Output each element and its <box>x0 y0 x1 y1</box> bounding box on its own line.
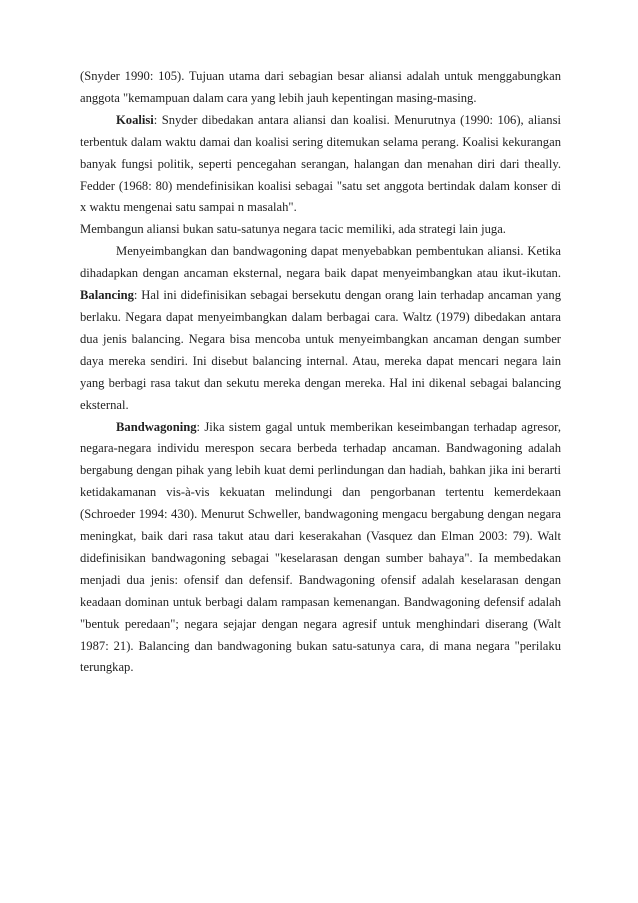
paragraph-bandwagoning <box>80 417 561 680</box>
paragraph-text: Menyeimbangkan dan bandwagoning dapat menyebabkan pembentukan aliansi. Ketika dihadapkan dengan ancaman eksternal, negara baik dapat menyeimbangkan atau ikut-ikutan. <box>80 244 561 281</box>
paragraph-text: Membangun aliansi bukan satu-satunya negara tacic memiliki, ada strategi lain juga. <box>80 222 506 237</box>
term-bandwagoning: Bandwagoning <box>116 419 197 434</box>
paragraph-membangun-aliansi <box>80 219 561 241</box>
paragraph-text: : Hal ini didefinisikan sebagai bersekutu dengan orang lain terhadap ancaman yang berlaku. Negara dapat menyeimbangkan dalam berbagai cara. Waltz (1979) dibedakan antara dua jenis balancing. Negara bisa mencoba untuk menyeimbangkan ancaman dengan sumber daya mereka sendiri. Ini disebut balancing internal. Atau, mereka dapat mencari negara lain yang berbagi rasa takut dan sekutu mereka dengan mereka. Hal ini dikenal sebagai balancing eksternal. <box>80 288 561 412</box>
paragraph-snyder-intro <box>80 66 561 110</box>
paragraph-balancing <box>80 241 561 416</box>
paragraph-koalisi <box>80 110 561 220</box>
paragraph-text: : Snyder dibedakan antara aliansi dan koalisi. Menurutnya (1990: 106), aliansi terbentuk dalam waktu damai dan koalisi sering ditemukan selama perang. Koalisi kekurangan banyak fungsi politik, seperti pencegahan serangan, halangan dan menahan diri dari theally. Fedder (1968: 80) mendefinisikan koalisi sebagai "satu set anggota bertindak dalam konser di x waktu mengenai satu sampai n masalah". <box>80 112 561 215</box>
term-balancing: Balancing <box>80 288 134 303</box>
term-koalisi: Koalisi <box>116 112 154 127</box>
paragraph-text: (Snyder 1990: 105). Tujuan utama dari sebagian besar aliansi adalah untuk menggabungkan anggota "kemampuan dalam cara yang lebih jauh kepentingan masing-masing. <box>80 69 561 105</box>
body-text <box>80 66 561 679</box>
paragraph-text: : Jika sistem gagal untuk memberikan keseimbangan terhadap agresor, negara-negara individu merespon secara berbeda terhadap ancaman. Bandwagoning adalah bergabung dengan pihak yang lebih kuat demi perlindungan dan hadiah, bahkan jika ini berarti ketidakamanan vis-à-vis kekuatan melindungi dan pengorbanan tertentu kemerdekaan (Schroeder 1994: 430). Menurut Schweller, bandwagoning mengacu bergabung dengan negara meningkat, baik dari rasa takut atau dari keserakahan (Vasquez dan Elman 2003: 79). Walt didefinisikan bandwagoning sebagai "keselarasan dengan sumber bahaya". Ia membedakan menjadi dua jenis: ofensif dan defensif. Bandwagoning ofensif adalah keselarasan dengan keadaan dominan untuk berbagi dalam rampasan kemenangan. Bandwagoning defensif adalah "bentuk peredaan"; negara sejajar dengan negara agresif untuk menghindari diserang (Walt 1987: 21). Balancing dan bandwagoning bukan satu-satunya cara, di mana negara "perilaku terungkap. <box>80 419 561 675</box>
